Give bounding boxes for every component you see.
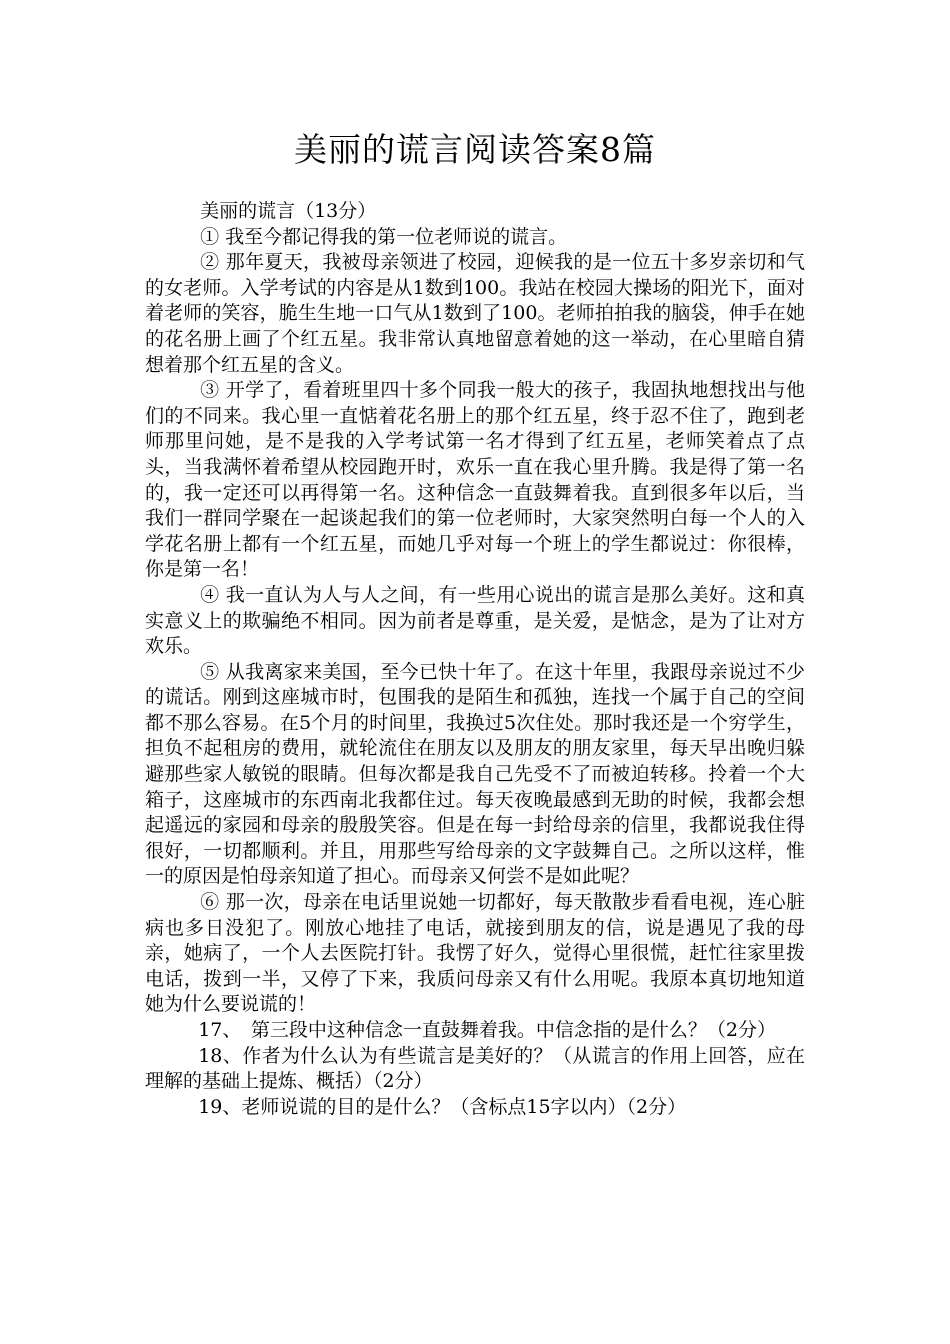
paragraph-6: ⑥ 那一次，母亲在电话里说她一切都好，每天散散步看看电视，连心脏病也多日没犯了。刚放心地挂了电话，就接到朋友的信，说是遇见了我的母亲，她病了，一个人去医院打针。我愣了好久，觉得心里很慌，赶忙往家里拨电话，拨到一半，又停了下来，我质问母亲又有什么用呢。我原本真切地知道她为什么要说谎的！ (145, 891, 805, 1016)
paragraph-5: ⑤ 从我离家来美国，至今已快十年了。在这十年里，我跟母亲说过不少的谎话。刚到这座城市时，包围我的是陌生和孤独，连找一个属于自己的空间都不那么容易。在5个月的时间里，我换过5次住处。那时我还是一个穷学生，担负不起租房的费用，就轮流住在朋友以及朋友的朋友家里，每天早出晚归躲避那些家人敏锐的眼睛。但每次都是我自己先受不了而被迫转移。拎着一个大箱子，这座城市的东西南北我都住过。每天夜晚最感到无助的时候，我都会想起遥远的家园和母亲的殷殷笑容。但是在每一封给母亲的信里，我都说我住得很好，一切都顺利。并且，用那些写给母亲的文字鼓舞自己。之所以这样，惟一的原因是怕母亲知道了担心。而母亲又何尝不是如此呢？ (145, 660, 805, 888)
paragraph-2: ② 那年夏天，我被母亲领进了校园，迎候我的是一位五十多岁亲切和气的女老师。入学考试的内容是从1数到100。我站在校园大操场的阳光下，面对着老师的笑容，脆生生地一口气从1数到了100。老师拍拍我的脑袋，伸手在她的花名册上画了个红五星。我非常认真地留意着她的这一举动，在心里暗自猜想着那个红五星的含义。 (145, 251, 805, 376)
document-body (145, 199, 805, 1120)
question-18: 18、作者为什么认为有些谎言是美好的？（从谎言的作用上回答，应在理解的基础上提炼、概括）（2分） (145, 1044, 805, 1093)
paragraph-4: ④ 我一直认为人与人之间，有一些用心说出的谎言是那么美好。这和真实意义上的欺骗绝不相同。因为前者是尊重，是关爱，是惦念，是为了让对方欢乐。 (145, 583, 805, 658)
section-heading: 美丽的谎言（13分） (200, 200, 377, 222)
paragraph-3: ③ 开学了，看着班里四十多个同我一般大的孩子，我固执地想找出与他们的不同来。我心里一直惦着花名册上的那个红五星，终于忍不住了，跑到老师那里问她，是不是我的入学考试第一名才得到了红五星，老师笑着点了点头，当我满怀着希望从校园跑开时，欢乐一直在我心里升腾。我是得了第一名的，我一定还可以再得第一名。这种信念一直鼓舞着我。直到很多年以后，当我们一群同学聚在一起谈起我们的第一位老师时，大家突然明白每一个人的入学花名册上都有一个红五星，而她几乎对每一个班上的学生都说过：你很棒，你是第一名！ (145, 379, 805, 581)
paragraph-1: ① 我至今都记得我的第一位老师说的谎言。 (200, 225, 568, 248)
question-17: 17、 第三段中这种信念一直鼓舞着我。中信念指的是什么？（2分） (198, 1019, 776, 1041)
document-title: 美丽的谎言阅读答案8篇 (294, 130, 656, 169)
question-19: 19、老师说谎的目的是什么？（含标点15字以内）（2分） (198, 1095, 687, 1118)
